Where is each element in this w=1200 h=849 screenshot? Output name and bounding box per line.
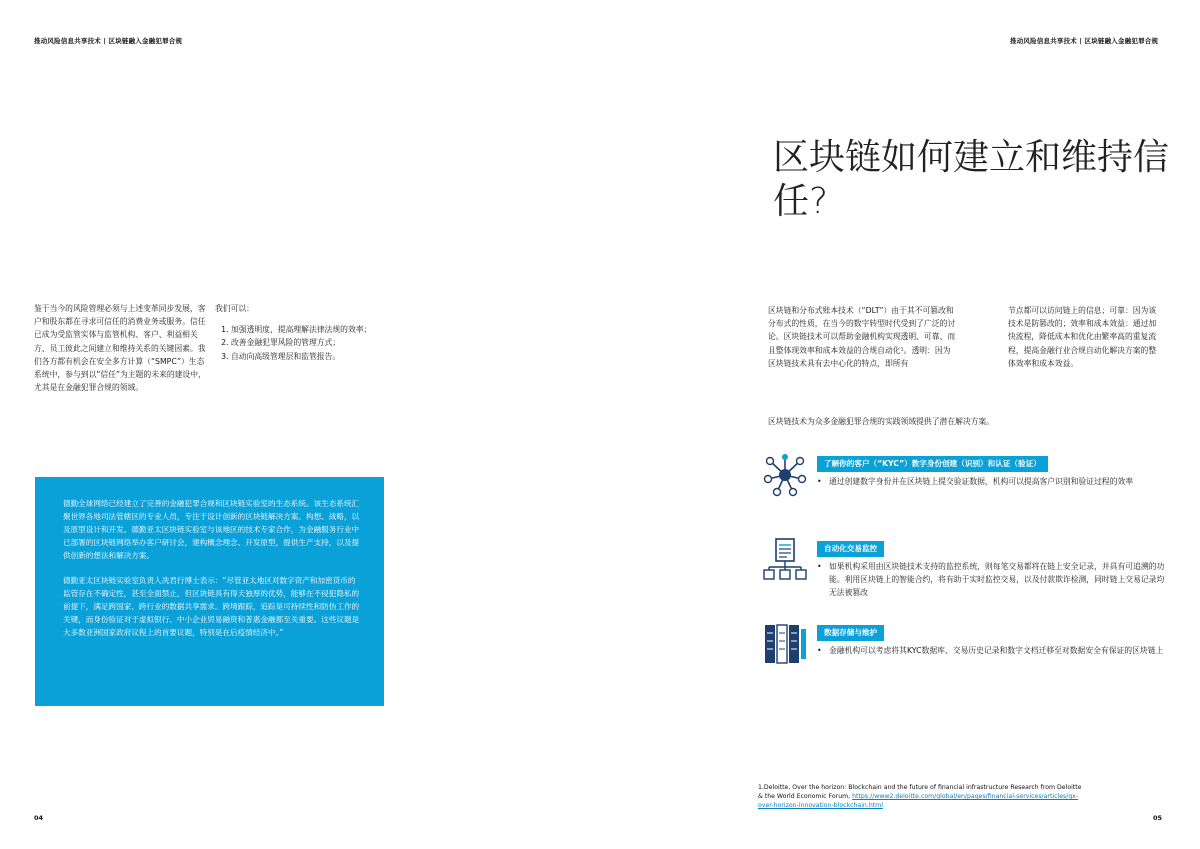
blockchain-paragraph-1: 区块链和分布式账本技术（“DLT”）由于其不可篡改和分布式的性质，在当今的数字转型时代受到了广泛的讨论。区块链技术可以帮助金融机构实现透明、可靠、而且整体现效率和成本效益的合规自动化¹。透明：因为区块链技术具有去中心化的特点，即所有 [768,306,956,368]
feature-transaction-monitoring [762,537,1172,617]
list-item: 3. 自动向高级管理层和监管报告。 [231,350,375,363]
intro-paragraph: 鉴于当今的风险管理必须与上述变革同步发展，客户和股东都在寻求可信任的消费业务或服务。信任已成为受监管实体与监管机构、客户、利益相关方、员工彼此之间建立和维持关系的关键因素。我们各方都有机会在安全多方计算（“SMPC”）生态系统中，参与到以“信任”为主题的未来的建设中，尤其是在金融犯罪合规的领域。 [34,304,206,393]
feature-data-storage [762,621,1172,701]
feature-desc-text: 通过创建数字身份并在区块链上提交验证数据，机构可以提高客户识别和验证过程的效率 [829,477,1134,486]
page-title: 区块链如何建立和维持信任? [773,137,1170,222]
running-head: 推动风险信息共享技术 | 区块链融入金融犯罪合规 [34,37,183,45]
solutions-intro: 区块链技术为众多金融犯罪合规的实践领域提供了潜在解决方案。 [768,417,995,426]
callout-box [35,477,384,706]
callout-paragraph: 德勤全球网络已经建立了完善的金融犯罪合规和区块链实验室的生态系统。该生态系统汇聚世界各地司法管辖区的专业人员，专注于设计创新的区块链解决方案、构想、战略，以及原型设计和开发。德勤亚太区块链实验室与该地区的技术专家合作，为金融服务行业中已部署的区块链网络举办客户研讨会，建构概念理念、开发原型，提供生产支持，以及提供创新的想法和解决方案。 [63,499,360,560]
footnote-text: 1.Deloitte, Over the horizon: Blockchain and the future of financial infrastructure Research from Deloitte & the World Economic Forum, [758,784,1082,800]
list-item: 2. 改善金融犯罪风险的管理方式； [231,336,375,349]
feature-description [817,560,1167,600]
blockchain-paragraph-2: 节点都可以访问链上的信息；可靠：因为该技术是防篡改的；效率和成本效益：通过加快流程，降低成本和优化由繁率高的重复流程，提高金融行业合规自动化解决方案的整体效率和成本效益。 [1008,306,1157,368]
feature-label: 自动化交易监控 [817,541,884,557]
callout-quote: 德勤亚太区块链实验室负责人冼君行博士表示：“尽管亚太地区对数字资产和加密货币的监管存在不确定性，甚至全面禁止，但区块链具有得天独厚的优势，能够在不侵犯隐私的前提下，满足跨国家、跨行业的数据共享需求。跨境跟踪，追踪是可持续性和防伪工作的关键，而身份验证对于虚拟银行、中小企业贸易融资和普惠金融都至关重要。这些议题是大多数亚洲国家政府议程上的首要议题，特别是在后疫情经济中。” [63,576,360,637]
bullet-icon: • [817,477,822,486]
list-item: 1. 加强透明度，提高理解法律法规的效率； [231,323,375,336]
footnote [758,783,1088,810]
page-number: 05 [1153,814,1163,822]
page-number: 04 [34,814,44,822]
feature-description [817,475,1167,488]
capabilities-intro: 我们可以： [215,304,254,313]
running-head: 推动风险信息共享技术 | 区块链融入金融犯罪合规 [1010,37,1159,45]
feature-description [817,644,1167,657]
feature-label: 数据存储与维护 [817,625,884,641]
capabilities-list [215,302,375,363]
feature-label: 了解你的客户（“KYC”）数字身份创建（识别）和认证（验证） [817,456,1048,472]
database-storage-icon [762,621,808,667]
feature-desc-text: 如果机构采用由区块链技术支持的监控系统，则每笔交易都将在链上安全记录，并具有可追溯的功能。利用区块链上的智能合约，将有助于实时监控交易，以及付款欺诈检测，同时链上交易记录均无法被篡改 [829,562,1165,598]
capabilities-items [215,323,375,363]
bullet-icon: • [817,562,822,571]
network-nodes-icon [762,452,808,498]
bullet-icon: • [817,646,822,655]
feature-desc-text: 金融机构可以考虑将其KYC数据库、交易历史记录和数字文档迁移至对数据安全有保证的区块链上 [829,646,1164,655]
transaction-monitor-icon [762,537,808,583]
right-page [600,0,1200,849]
feature-kyc [762,452,1172,532]
footnote-link[interactable]: https://www2.deloitte.com/global/en/pages/financial-services/articles/gx-over-horizon-innovation-blockchain.html [758,793,1079,809]
